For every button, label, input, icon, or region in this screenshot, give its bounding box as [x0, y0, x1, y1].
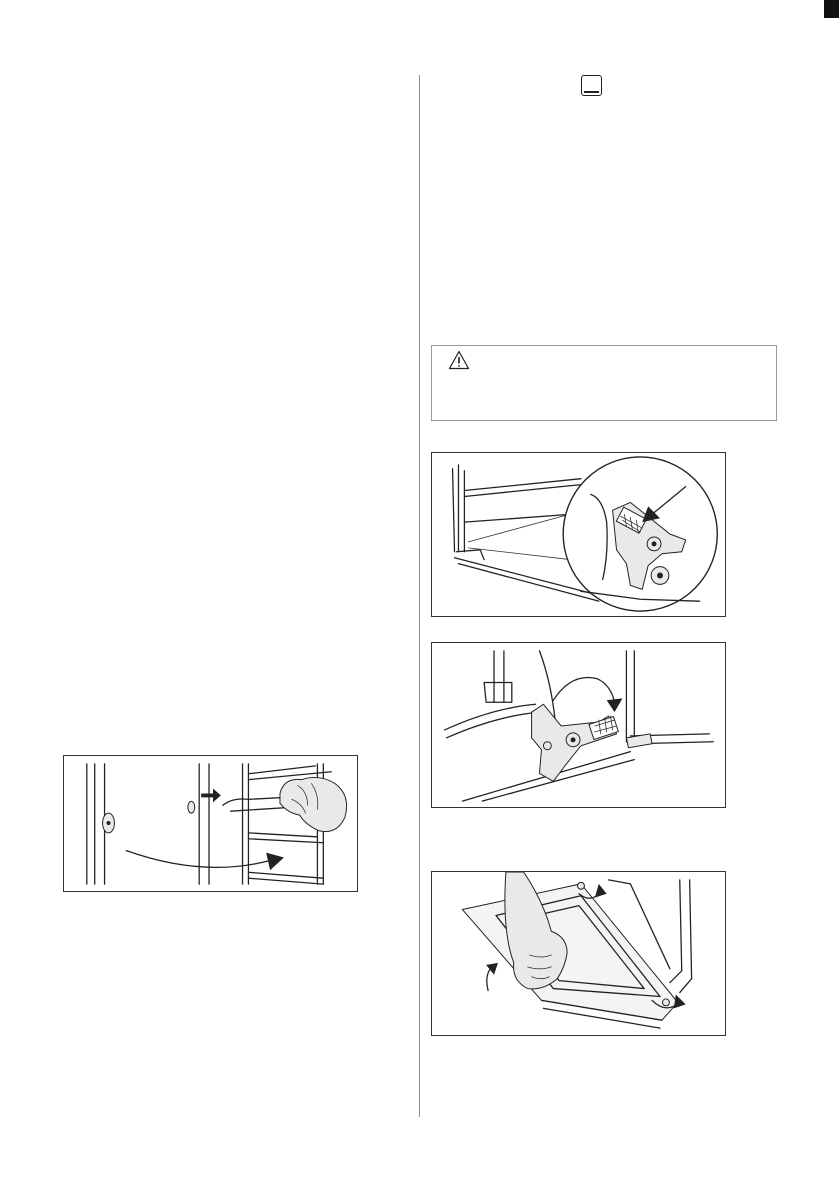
- oven-door-icon: [581, 75, 602, 96]
- column-divider: [419, 75, 420, 1117]
- warning-box: [431, 345, 777, 421]
- figure-door-lift: [431, 871, 726, 1036]
- figure-shelf-support: [63, 755, 358, 892]
- shelf-support-illustration: [64, 756, 357, 891]
- warning-triangle-icon: [448, 350, 470, 370]
- hinge-release-illustration: [432, 453, 725, 616]
- figure-hinge-release: [431, 452, 726, 617]
- hinge-lever-illustration: [432, 643, 725, 807]
- page-edge-marker: [824, 0, 839, 18]
- figure-hinge-lever: [431, 642, 726, 808]
- door-lift-illustration: [432, 872, 725, 1035]
